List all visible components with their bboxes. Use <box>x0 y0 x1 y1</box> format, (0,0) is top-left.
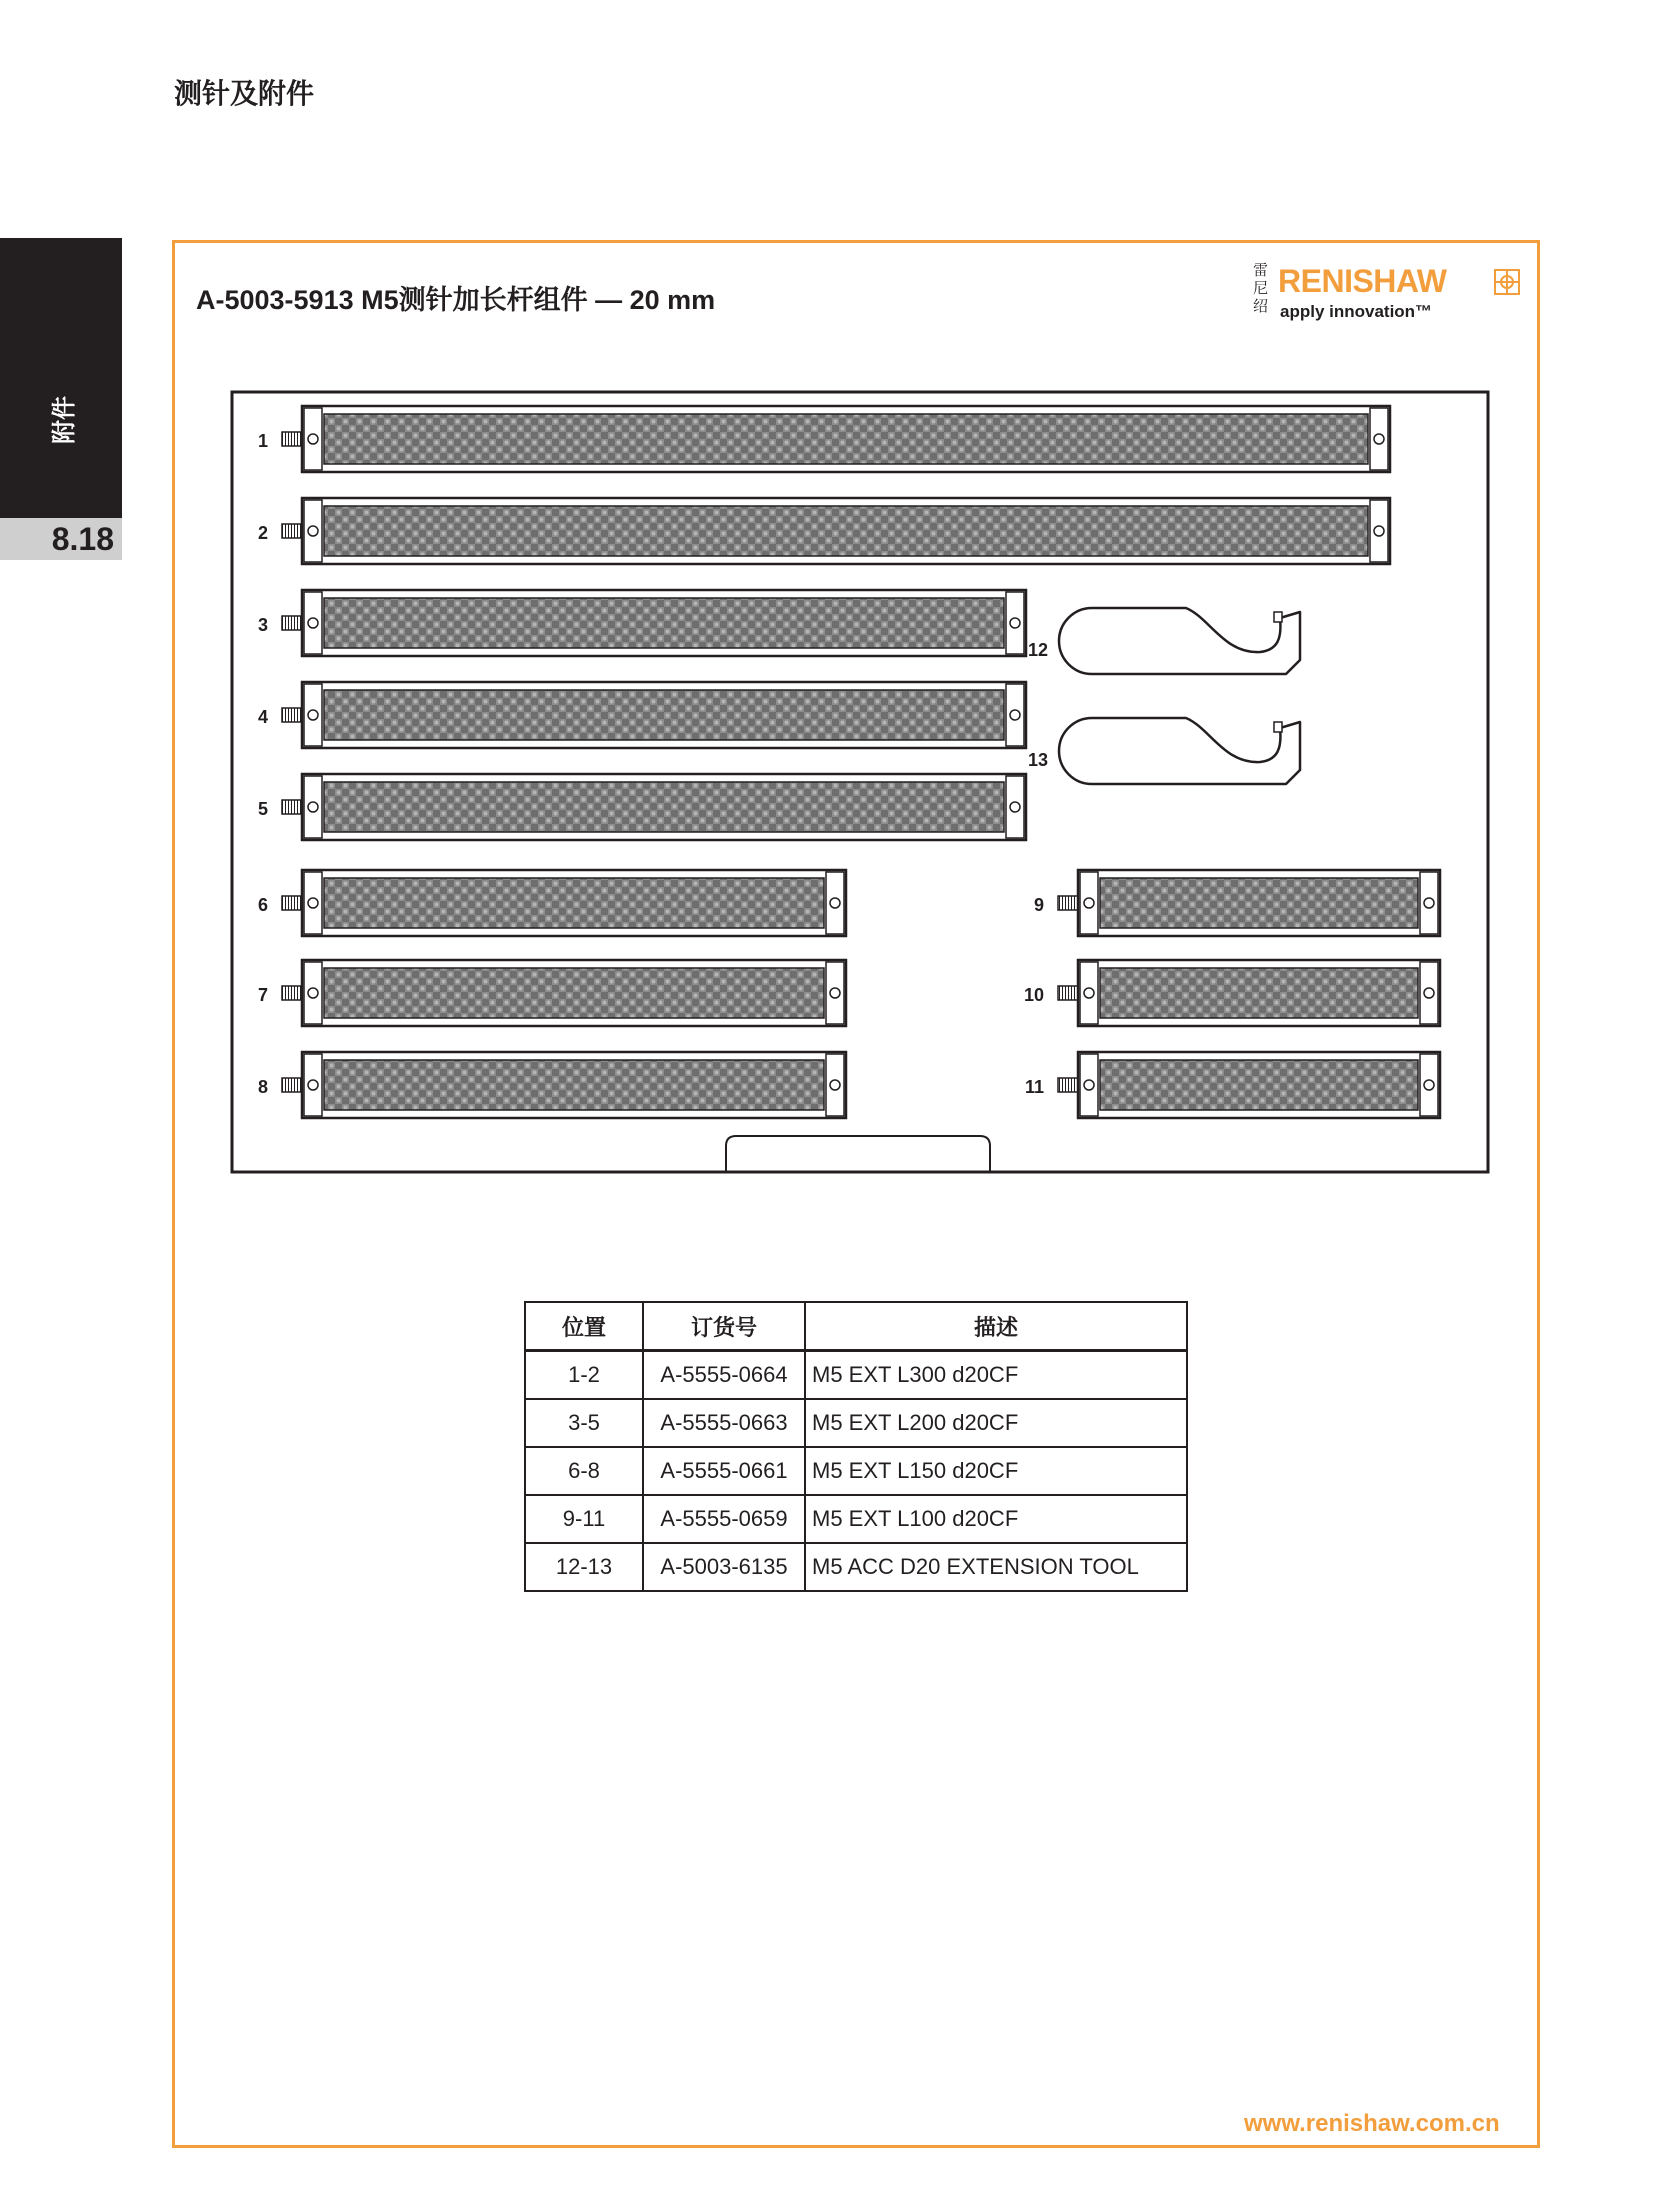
cross-hole <box>1424 988 1434 998</box>
threaded-stud <box>282 616 302 630</box>
threaded-stud <box>282 432 302 446</box>
cross-hole <box>1010 710 1020 720</box>
table-row <box>525 1495 1187 1543</box>
rod-position-label: 7 <box>257 985 268 1005</box>
rod-position-label: 3 <box>257 615 268 635</box>
cross-hole <box>1424 898 1434 908</box>
threaded-stud <box>282 708 302 722</box>
carbon-fibre-tube <box>324 690 1004 740</box>
cell-part-number: A-5555-0663 <box>643 1399 805 1447</box>
carbon-fibre-tube <box>324 968 824 1018</box>
page-number: 8.18 <box>0 518 122 560</box>
rod-position-label: 4 <box>257 707 268 727</box>
cross-hole <box>308 434 318 444</box>
cell-description: M5 EXT L100 d20CF <box>805 1495 1187 1543</box>
cell-part-number: A-5003-6135 <box>643 1543 805 1591</box>
cross-hole <box>308 898 318 908</box>
carbon-fibre-tube <box>1100 1060 1418 1110</box>
cell-part-number: A-5555-0664 <box>643 1351 805 1400</box>
kit-title: A-5003-5913 M5测针加长杆组件 — 20 mm <box>196 285 716 315</box>
cross-hole <box>830 988 840 998</box>
cross-hole <box>308 1080 318 1090</box>
extension-rod <box>258 406 1390 472</box>
extension-rod <box>1024 960 1440 1026</box>
extension-rod <box>258 498 1390 564</box>
cross-hole <box>1374 434 1384 444</box>
renishaw-logo <box>1253 262 1523 326</box>
threaded-stud <box>282 524 302 538</box>
threaded-stud <box>1058 986 1078 1000</box>
side-tab-label: 附件 <box>51 396 78 444</box>
rod-position-label: 11 <box>1024 1077 1044 1097</box>
footer-url: www.renishaw.com.cn <box>1244 2110 1500 2137</box>
tool-position-label: 13 <box>1027 750 1048 770</box>
cross-hole <box>1084 988 1094 998</box>
extension-rod <box>258 682 1026 748</box>
rod-position-label: 8 <box>257 1077 268 1097</box>
page-heading: 测针及附件 <box>174 78 315 109</box>
cross-hole <box>830 1080 840 1090</box>
tool-pin <box>1274 722 1282 732</box>
carbon-fibre-tube <box>1100 878 1418 928</box>
rod-position-label: 1 <box>257 431 268 451</box>
carbon-fibre-tube <box>1100 968 1418 1018</box>
cross-hole <box>830 898 840 908</box>
cell-position: 6-8 <box>525 1447 643 1495</box>
column-header-description: 描述 <box>805 1302 1187 1351</box>
logo-tagline: apply innovation™ <box>1280 302 1433 321</box>
column-header-position: 位置 <box>525 1302 643 1351</box>
cell-position: 3-5 <box>525 1399 643 1447</box>
carbon-fibre-tube <box>324 878 824 928</box>
cell-position: 1-2 <box>525 1351 643 1400</box>
cell-description: M5 EXT L300 d20CF <box>805 1351 1187 1400</box>
carbon-fibre-tube <box>324 598 1004 648</box>
rod-position-label: 2 <box>257 523 268 543</box>
carbon-fibre-tube <box>324 414 1368 464</box>
side-tab <box>0 238 122 518</box>
carbon-fibre-tube <box>324 506 1368 556</box>
cross-hole <box>308 988 318 998</box>
extension-rod <box>258 774 1026 840</box>
threaded-stud <box>1058 1078 1078 1092</box>
logo-chinese-text: 雷尼绍 <box>1253 262 1269 315</box>
cross-hole <box>1084 898 1094 908</box>
threaded-stud <box>282 1078 302 1092</box>
threaded-stud <box>282 800 302 814</box>
logo-mark-icon <box>1494 269 1520 295</box>
logo-wordmark: RENISHAW <box>1278 263 1447 299</box>
cell-description: M5 ACC D20 EXTENSION TOOL <box>805 1543 1187 1591</box>
parts-table <box>524 1301 1188 1592</box>
cell-position: 12-13 <box>525 1543 643 1591</box>
rod-position-label: 5 <box>257 799 268 819</box>
cross-hole <box>308 710 318 720</box>
cell-description: M5 EXT L150 d20CF <box>805 1447 1187 1495</box>
cell-part-number: A-5555-0659 <box>643 1495 805 1543</box>
carbon-fibre-tube <box>324 782 1004 832</box>
extension-kit-diagram <box>230 390 1490 1174</box>
cross-hole <box>1010 802 1020 812</box>
extension-rod <box>258 1052 846 1118</box>
table-row <box>525 1399 1187 1447</box>
cross-hole <box>308 618 318 628</box>
table-row <box>525 1351 1187 1400</box>
cross-hole <box>308 802 318 812</box>
extension-rod <box>258 870 846 936</box>
extension-rod <box>258 590 1026 656</box>
extension-rod <box>258 960 846 1026</box>
cell-position: 9-11 <box>525 1495 643 1543</box>
table-row <box>525 1543 1187 1591</box>
cross-hole <box>308 526 318 536</box>
extension-rod <box>1034 870 1440 936</box>
rod-position-label: 6 <box>257 895 268 915</box>
table-header-row <box>525 1302 1187 1351</box>
rod-position-label: 9 <box>1033 895 1044 915</box>
column-header-part-number: 订货号 <box>643 1302 805 1351</box>
cross-hole <box>1374 526 1384 536</box>
carbon-fibre-tube <box>324 1060 824 1110</box>
cell-part-number: A-5555-0661 <box>643 1447 805 1495</box>
tool-position-label: 12 <box>1027 640 1048 660</box>
rod-position-label: 10 <box>1023 985 1044 1005</box>
threaded-stud <box>282 986 302 1000</box>
threaded-stud <box>282 896 302 910</box>
cross-hole <box>1010 618 1020 628</box>
threaded-stud <box>1058 896 1078 910</box>
tool-pin <box>1274 612 1282 622</box>
cross-hole <box>1424 1080 1434 1090</box>
cell-description: M5 EXT L200 d20CF <box>805 1399 1187 1447</box>
table-row <box>525 1447 1187 1495</box>
cross-hole <box>1084 1080 1094 1090</box>
extension-rod <box>1025 1052 1440 1118</box>
